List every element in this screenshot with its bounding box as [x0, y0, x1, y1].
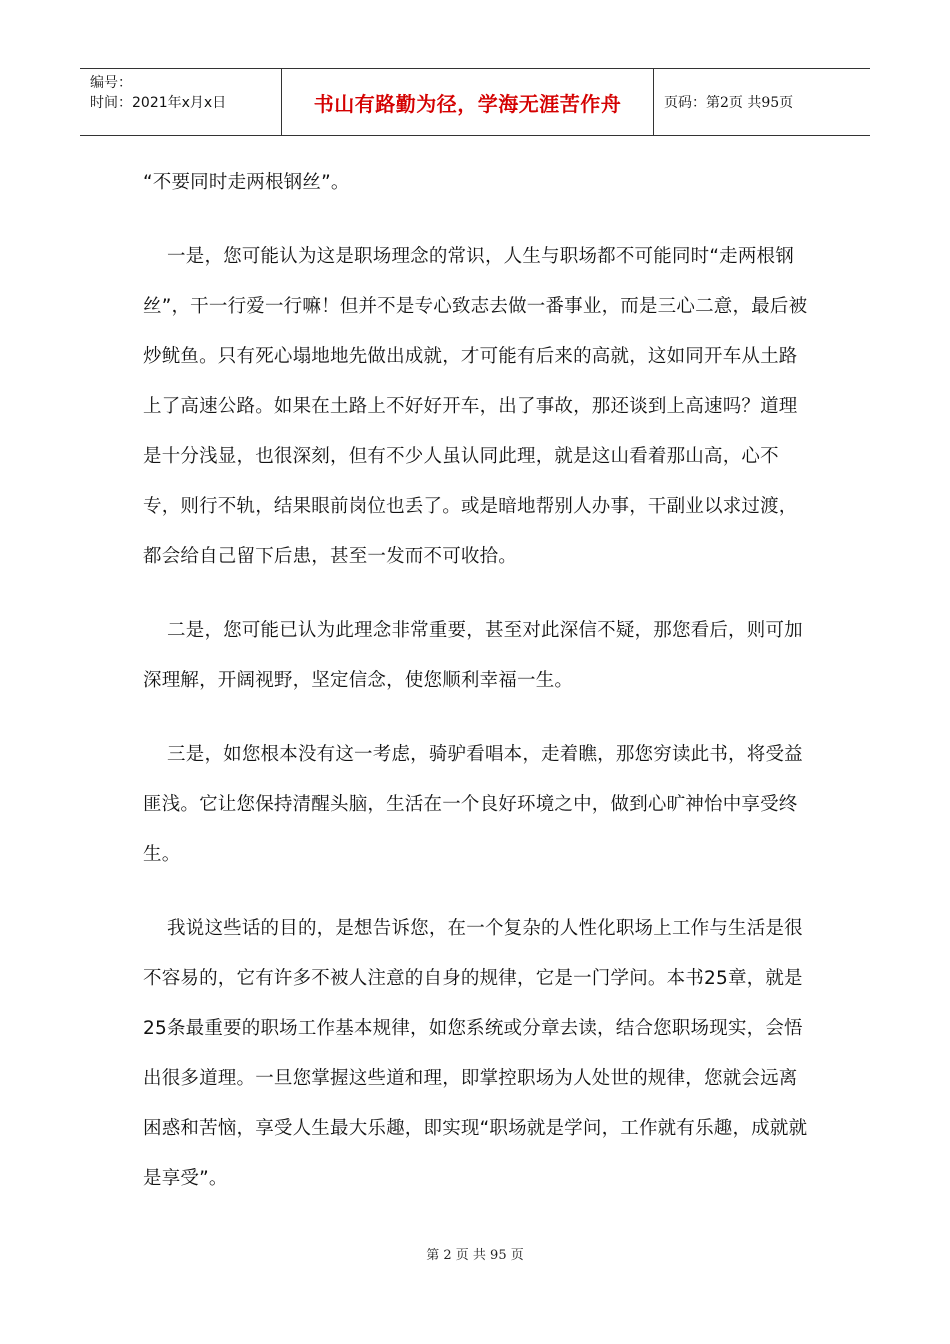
paragraph-4: 三是，如您根本没有这一考虑，骑驴看唱本，走着瞧，那您穷读此书，将受益匪浅。它让您保持清醒头脑，生活在一个良好环境之中，做到心旷神怡中享受终生。	[143, 744, 803, 865]
header-page-info: 页码：第2页 共95页	[664, 95, 794, 111]
page-header	[80, 68, 870, 136]
time-label: 时间：2021年x月x日	[90, 95, 227, 111]
number-label: 编号：	[90, 75, 132, 91]
page-footer: 第 2 页 共 95 页	[426, 1248, 524, 1263]
paragraph-1: “不要同时走两根钢丝”。	[143, 172, 350, 193]
header-meta	[80, 69, 282, 135]
paragraph-3: 二是，您可能已认为此理念非常重要，甚至对此深信不疑，那您看后，则可加深理解，开阔视野，坚定信念，使您顺利幸福一生。	[143, 620, 803, 691]
paragraph-5: 我说这些话的目的，是想告诉您，在一个复杂的人性化职场上工作与生活是很不容易的，它有许多不被人注意的自身的规律，它是一门学问。本书25章，就是25条最重要的职场工作基本规律，如您系统或分章去读，结合您职场现实，会悟出很多道理。一旦您掌握这些道和理，即掌控职场为人处世的规律，您就会远离困惑和苦恼，享受人生最大乐趣，即实现“职场就是学问，工作就有乐趣，成就就是享受”。	[143, 918, 808, 1189]
header-motto: 书山有路勤为径，学海无涯苦作舟	[282, 69, 654, 135]
paragraph-2: 一是，您可能认为这是职场理念的常识，人生与职场都不可能同时“走两根钢丝”，干一行爱一行嘛！但并不是专心致志去做一番事业，而是三心二意，最后被炒鱿鱼。只有死心塌地地先做出成就，才可能有后来的高就，这如同开车从土路上了高速公路。如果在土路上不好好开车，出了事故，那还谈到上高速吗？道理是十分浅显，也很深刻，但有不少人虽认同此理，就是这山看着那山高，心不专，则行不轨，结果眼前岗位也丢了。或是暗地帮别人办事，干副业以求过渡，都会给自己留下后患，甚至一发而不可收拾。	[143, 246, 808, 567]
document-body	[143, 158, 808, 1204]
